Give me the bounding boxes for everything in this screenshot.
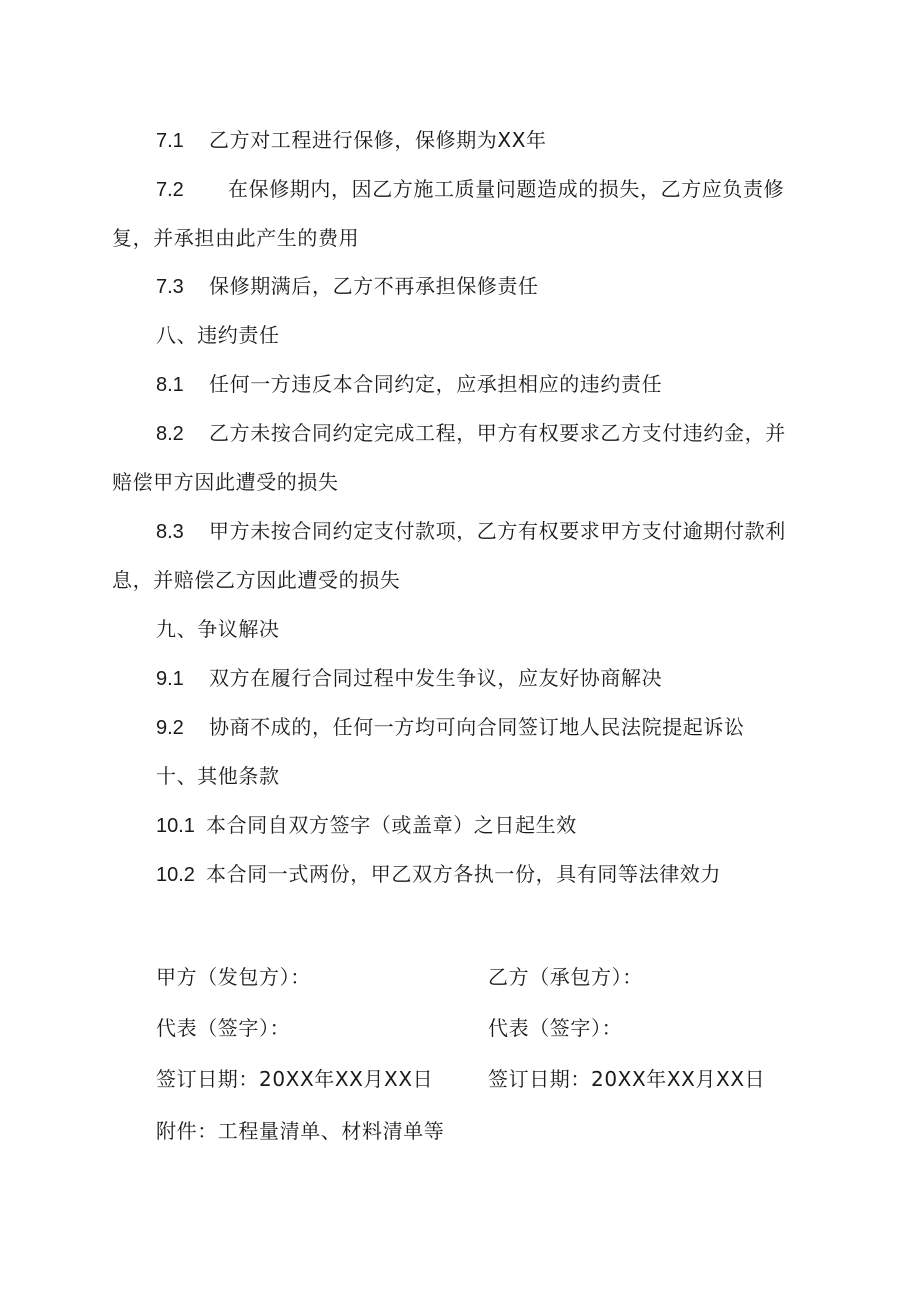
clause-text: 保修期满后，乙方不再承担保修责任: [209, 274, 539, 298]
clause-8-1: [156, 372, 856, 397]
clause-7-1: [156, 128, 856, 153]
clause-text: 双方在履行合同过程中发生争议，应友好协商解决: [209, 666, 663, 690]
section-heading-9: 九、争议解决: [156, 617, 280, 641]
clause-number: 10.1: [156, 815, 195, 837]
party-a-label: 甲方（发包方）：: [156, 965, 311, 989]
clause-10-2: [156, 862, 856, 887]
clause-number: 7.2: [156, 179, 184, 201]
clause-text: 本合同一式两份，甲乙双方各执一份，具有同等法律效力: [206, 862, 721, 886]
clause-number: 9.2: [156, 717, 184, 739]
clause-9-2: [156, 715, 856, 740]
clause-7-3: [156, 274, 856, 299]
clause-number: 8.1: [156, 374, 184, 396]
party-a-representative: 代表（签字）：: [156, 1016, 291, 1040]
clause-number: 9.1: [156, 668, 184, 690]
clause-text: 本合同自双方签字（或盖章）之日起生效: [206, 813, 577, 837]
clause-8-2-continuation: 赔偿甲方因此遭受的损失: [112, 470, 339, 494]
clause-number: 7.1: [156, 130, 184, 152]
section-heading-8: 八、违约责任: [156, 323, 280, 347]
section-heading-10: 十、其他条款: [156, 764, 280, 788]
clause-8-2: [156, 421, 856, 446]
clause-8-3: [156, 519, 856, 544]
party-a-sign-date: 签订日期：20XX年XX月XX日: [156, 1067, 434, 1091]
clause-text: 甲方未按合同约定支付款项，乙方有权要求甲方支付逾期付款利: [209, 519, 786, 543]
clause-text: 任何一方违反本合同约定，应承担相应的违约责任: [209, 372, 663, 396]
clause-9-1: [156, 666, 856, 691]
clause-7-2-continuation: 复，并承担由此产生的费用: [112, 226, 360, 250]
clause-8-3-continuation: 息，并赔偿乙方因此遭受的损失: [112, 568, 401, 592]
clause-text: 在保修期内，因乙方施工质量问题造成的损失，乙方应负责修: [228, 177, 785, 201]
party-b-sign-date: 签订日期：20XX年XX月XX日: [488, 1067, 766, 1091]
clause-7-2: [156, 177, 856, 202]
clause-number: 7.3: [156, 276, 184, 298]
party-b-representative: 代表（签字）：: [488, 1016, 623, 1040]
clause-text: 协商不成的，任何一方均可向合同签订地人民法院提起诉讼: [209, 715, 745, 739]
attachment-note: 附件：工程量清单、材料清单等: [156, 1119, 445, 1143]
clause-number: 8.3: [156, 521, 184, 543]
clause-text: 乙方对工程进行保修，保修期为XX年: [209, 128, 547, 152]
clause-number: 10.2: [156, 864, 195, 886]
clause-text: 乙方未按合同约定完成工程，甲方有权要求乙方支付违约金，并: [209, 421, 786, 445]
clause-10-1: [156, 813, 856, 838]
party-b-label: 乙方（承包方）：: [488, 965, 643, 989]
clause-number: 8.2: [156, 423, 184, 445]
